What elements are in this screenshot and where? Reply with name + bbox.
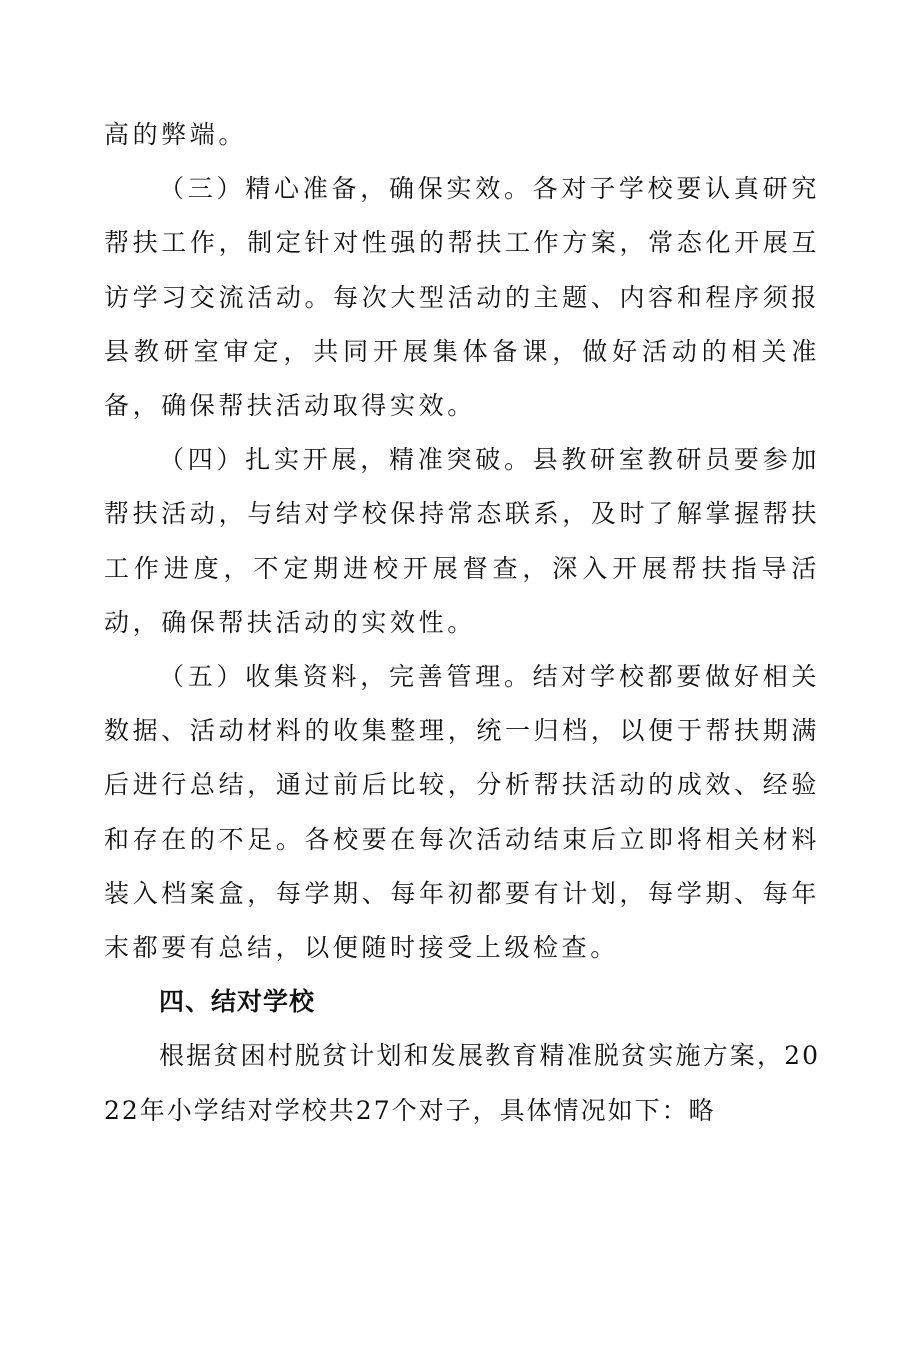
document-body — [104, 108, 820, 1138]
section-heading-paired-schools: 四、结对学校 — [159, 987, 316, 1017]
paragraph-section-5: （五）收集资料，完善管理。结对学校都要做好相关数据、活动材料的收集整理，统一归档，以便于帮扶期满后进行总结，通过前后比较，分析帮扶活动的成效、经验和存在的不足。各校要在每次活动结束后立即将相关材料装入档案盒，每学期、每年初都要有计划，每学期、每年末都要有总结，以便随时接受上级检查。 — [104, 662, 820, 963]
paragraph-continuation: 高的弊端。 — [104, 120, 248, 149]
paragraph-section-4: （四）扎实开展，精准突破。县教研室教研员要参加帮扶活动，与结对学校保持常态联系，及时了解掌握帮扶工作进度，不定期进校开展督查，深入开展帮扶指导活动，确保帮扶活动的实效性。 — [104, 445, 820, 637]
paragraph-section-3: （三）精心准备，确保实效。各对子学校要认真研究帮扶工作，制定针对性强的帮扶工作方案，常态化开展互访学习交流活动。每次大型活动的主题、内容和程序须报县教研室审定，共同开展集体备课，做好活动的相关准备，确保帮扶活动取得实效。 — [104, 174, 820, 421]
paragraph-paired-schools: 根据贫困村脱贫计划和发展教育精准脱贫实施方案，2022年小学结对学校共27个对子，具体情况如下：略 — [104, 1041, 820, 1125]
